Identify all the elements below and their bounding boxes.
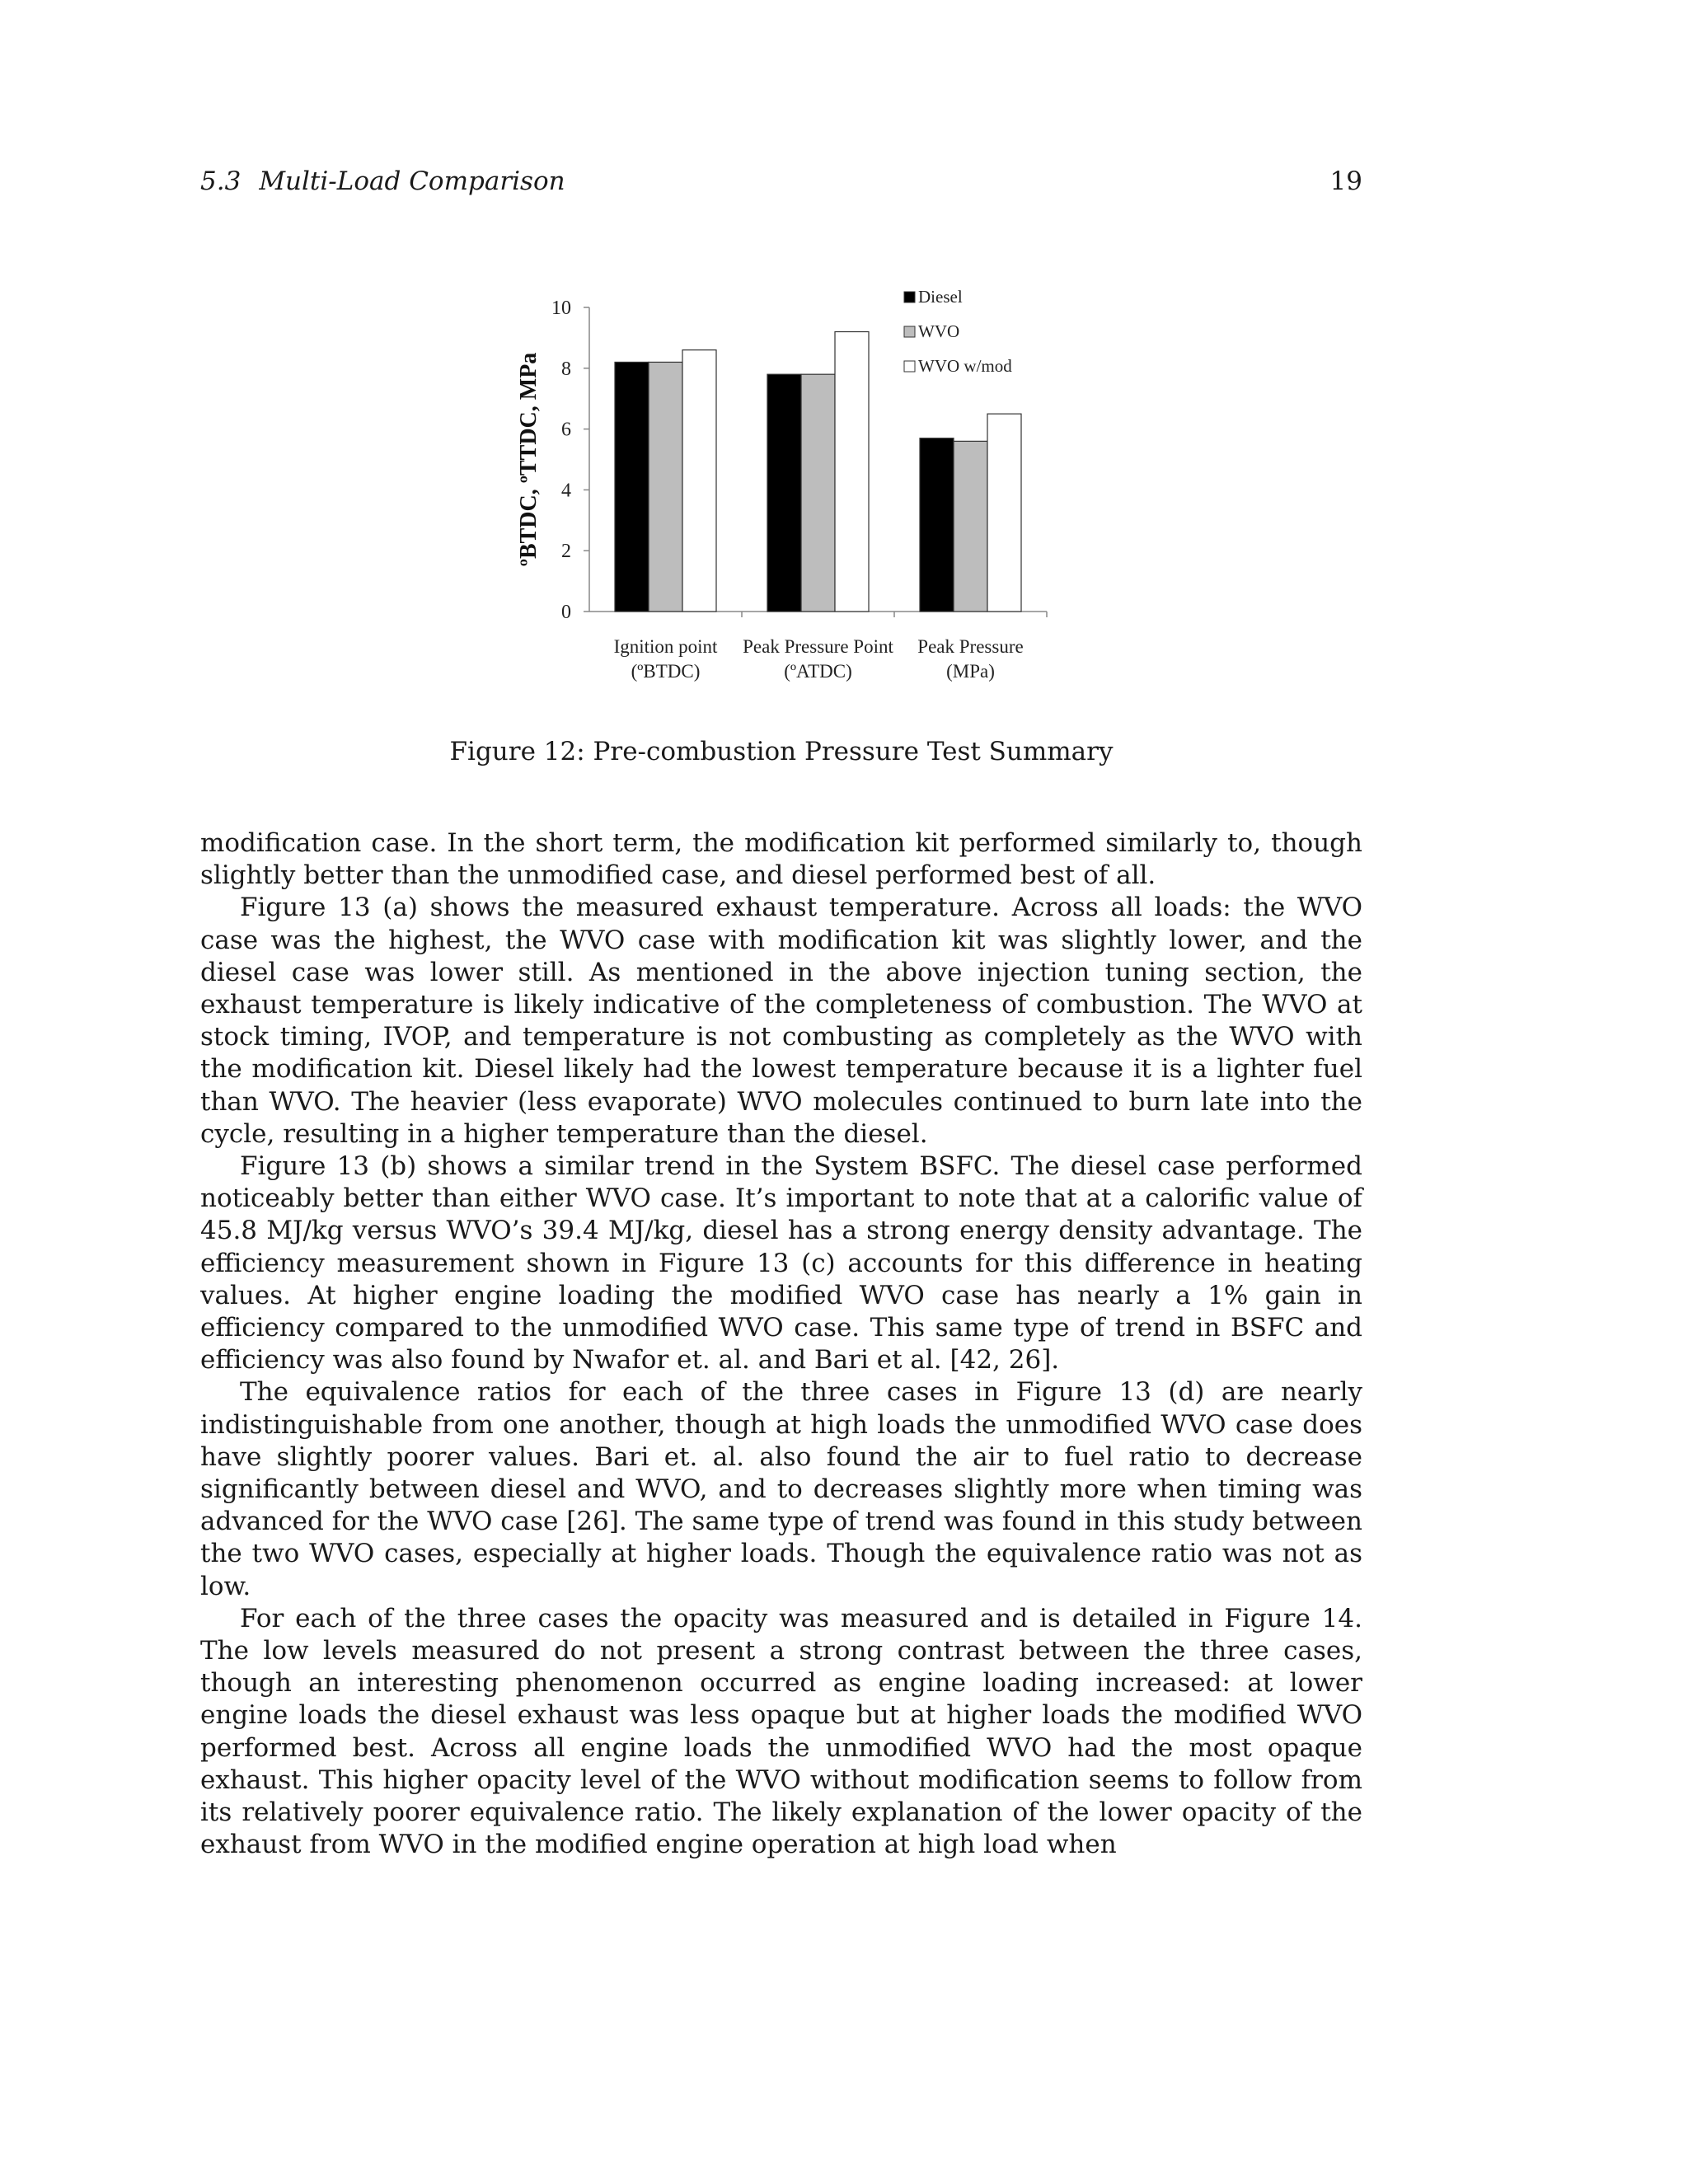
bar-wvo-w-mod-1 — [835, 332, 869, 612]
legend-swatch — [904, 361, 915, 372]
x-tick-label: (ºBTDC) — [631, 661, 701, 682]
x-tick-label: (ºATDC) — [784, 661, 852, 682]
bar-wvo-w-mod-2 — [987, 414, 1021, 612]
bar-diesel-2 — [920, 438, 954, 612]
running-header — [200, 165, 1362, 206]
y-tick-label: 10 — [551, 298, 571, 319]
paragraph-2: Figure 13 (a) shows the measured exhaust temperature. Across all loads: the WVO case was the highest, the WVO case with modification kit was slightly lower, and the diesel case was lower still. As mentioned in the above injection tuning section, the exhaust temperature is likely indicative of the completeness of combustion. The WVO at stock timing, IVOP, and temperature is not combusting as completely as the WVO with the modification kit. Diesel likely had the lowest temperature because it is a lighter fuel than WVO. The heavier (less evaporate) WVO molecules continued to burn late into the cycle, resulting in a higher temperature than the diesel. — [200, 893, 1362, 1149]
bar-wvo-0 — [649, 362, 682, 612]
bar-wvo-w-mod-0 — [682, 350, 716, 612]
legend-entry: WVO — [918, 321, 960, 341]
x-tick-label: Ignition point — [613, 636, 718, 657]
x-tick-label: Peak Pressure Point — [743, 636, 893, 657]
section-number: 5.3 — [200, 166, 241, 196]
page-number: 19 — [1329, 166, 1362, 196]
legend-swatch — [904, 326, 915, 337]
x-tick-label: (MPa) — [946, 661, 995, 682]
figure-caption: Figure 12: Pre-combustion Pressure Test Summary — [449, 737, 1114, 766]
y-tick-label: 0 — [561, 602, 571, 623]
figure-12 — [495, 276, 1121, 705]
body-text — [200, 827, 1362, 1862]
y-tick-label: 2 — [561, 541, 571, 563]
y-tick-label: 8 — [561, 358, 571, 380]
y-tick-label: 6 — [561, 419, 571, 441]
legend-entry: WVO w/mod — [918, 356, 1012, 376]
bar-diesel-1 — [767, 374, 801, 612]
paragraph-1: modification case. In the short term, the modification kit performed similarly to, though slightly better than the unmodified case, and diesel performed best of all. — [200, 828, 1362, 891]
y-tick-label: 4 — [561, 480, 571, 502]
bar-wvo-1 — [801, 374, 835, 612]
legend-swatch — [904, 292, 915, 302]
section-heading — [200, 165, 565, 198]
paragraph-5: For each of the three cases the opacity was measured and is detailed in Figure 14. The low levels measured do not present a strong contrast between the three cases, though an interesting phenomenon occurred as engine loading increased: at lower engine loads the diesel exhaust was less opaque but at higher loads the modified WVO performed best. Across all engine loads the unmodified WVO had the most opaque exhaust. This higher opacity level of the WVO without modification seems to follow from its relatively poorer equivalence ratio. The likely explanation of the lower opacity of the exhaust from WVO in the modified engine operation at high load when — [200, 1603, 1362, 1860]
legend-entry: Diesel — [918, 287, 963, 307]
y-axis-label: ºBTDC, ºTTDC, MPa — [516, 352, 542, 567]
section-title: Multi-Load Comparison — [259, 166, 565, 196]
paragraph-4: The equivalence ratios for each of the three cases in Figure 13 (d) are nearly indistinguishable from one another, though at high loads the unmodified WVO case does have slightly poorer values. Bari et. al. also found the air to fuel ratio to decrease significantly between diesel and WVO, and to decreases slightly more when timing was advanced for the WVO case [26]. The same type of trend was found in this study between the two WVO cases, especially at higher loads. Though the equivalence ratio was not as low. — [200, 1377, 1362, 1601]
bar-wvo-2 — [954, 441, 987, 612]
paragraph-3: Figure 13 (b) shows a similar trend in the System BSFC. The diesel case performed noticeably better than either WVO case. It’s important to note that at a calorific value of 45.8 MJ/kg versus WVO’s 39.4 MJ/kg, diesel has a strong energy density advantage. The efficiency measurement shown in Figure 13 (c) accounts for this difference in heating values. At higher engine loading the modified WVO case has nearly a 1% gain in efficiency compared to the unmodified WVO case. This same type of trend in BSFC and efficiency was also found by Nwafor et. al. and Bari et al. [42, 26]. — [200, 1151, 1362, 1376]
bar-chart — [495, 276, 1121, 705]
bar-diesel-0 — [615, 362, 649, 612]
x-tick-label: Peak Pressure — [917, 636, 1024, 657]
